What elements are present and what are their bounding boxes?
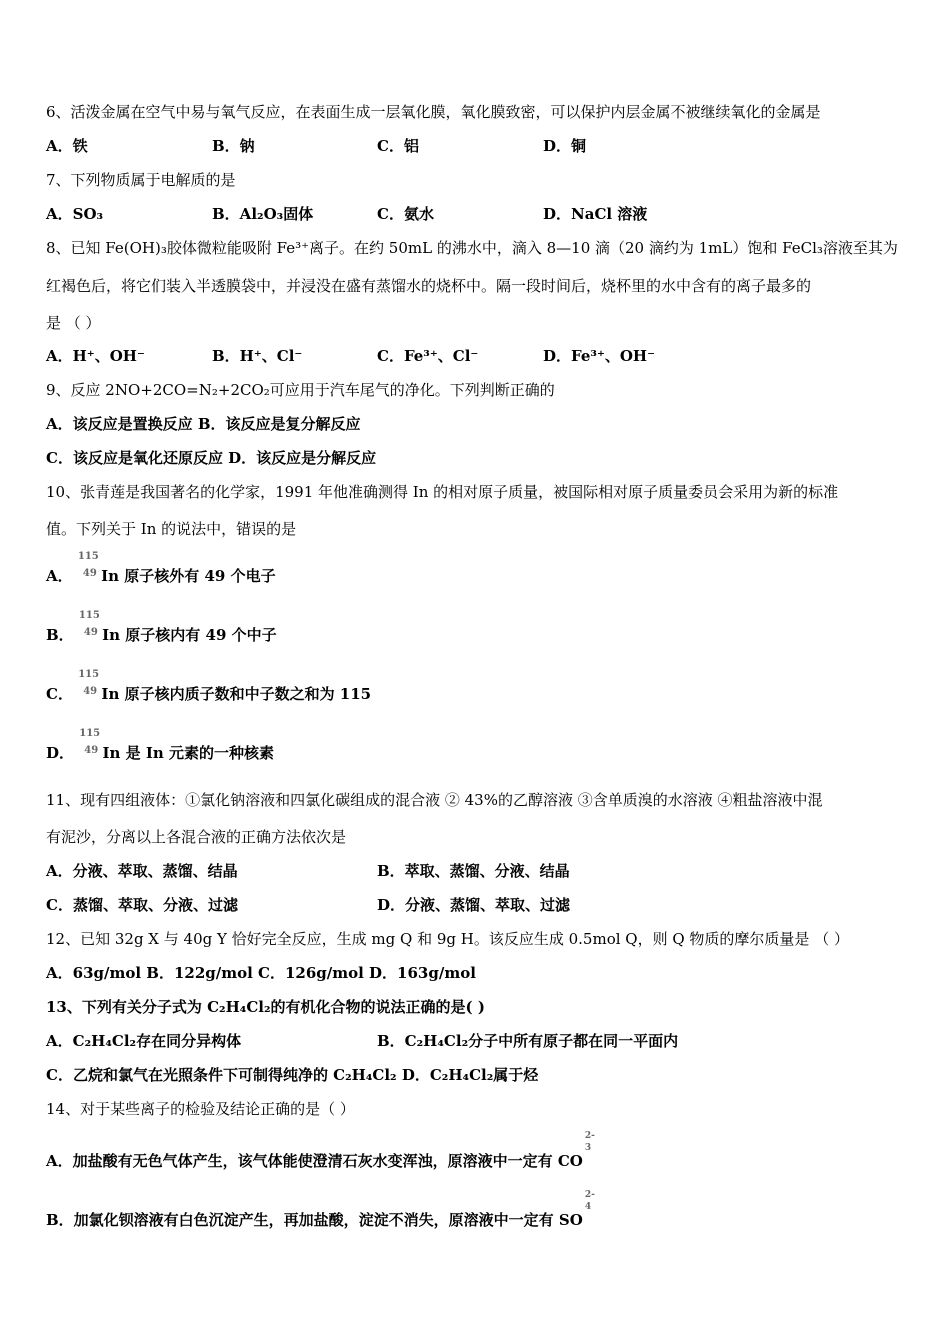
q14-option-a: A．加盐酸有无色气体产生，该气体能使澄清石灰水变浑浊，原溶液中一定有 CO 2- 3 [46,1131,595,1170]
nuclide-symbol: 115 49 [78,669,100,697]
q7-option-b: B．Al₂O₃固体 [212,205,314,223]
q13-option-b: B．C₂H₄Cl₂分子中所有原子都在同一平面内 [377,1032,679,1050]
q6-option-d: D．铜 [543,137,587,155]
q13-stem: 13、下列有关分子式为 C₂H₄Cl₂的有机化合物的说法正确的是( ) [46,998,485,1016]
q7-stem: 7、下列物质属于电解质的是 [46,171,236,189]
q11-option-d: D．分液、蒸馏、萃取、过滤 [377,896,571,914]
q8-option-d: D．Fe³⁺、OH⁻ [543,347,656,365]
q10-stem-line2: 值。下列关于 In 的说法中，错误的是 [46,520,297,538]
q10-option-c: C． 115 49 In 原子核内质子数和中子数之和为 115 [46,669,372,703]
q11-stem-line2: 有泥沙，分离以上各混合液的正确方法依次是 [46,828,347,846]
q6-option-a: A．铁 [46,137,88,155]
q10-stem-line1: 10、张青莲是我国著名的化学家，1991 年他准确测得 In 的相对原子质量，被国际相对原子质量委员会采用为新的标准 [46,483,839,501]
q14-stem: 14、对于某些离子的检验及结论正确的是（ ） [46,1100,355,1118]
q10-option-d: D． 115 49 In 是 In 元素的一种核素 [46,728,274,762]
q6-option-c: C．铝 [377,137,419,155]
q11-option-b: B．萃取、蒸馏、分液、结晶 [377,862,570,880]
q7-option-a: A．SO₃ [46,205,104,223]
q8-option-a: A．H⁺、OH⁻ [46,347,145,365]
q10-option-a: A． 115 49 In 原子核外有 49 个电子 [46,551,276,585]
nuclide-symbol: 115 49 [77,551,99,579]
q10-option-b: B． 115 49 In 原子核内有 49 个中子 [46,610,277,644]
q8-stem-line1: 8、已知 Fe(OH)₃胶体微粒能吸附 Fe³⁺离子。在约 50mL 的沸水中，滴入 8—10 滴（20 滴约为 1mL）饱和 FeCl₃溶液至其为 [46,239,898,257]
ion-charge: 2- 3 [584,1131,595,1153]
q9-options-cd: C．该反应是氧化还原反应 D．该反应是分解反应 [46,449,377,467]
q8-stem-line3: 是 （ ） [46,314,101,332]
q11-option-a: A．分液、萃取、蒸馏、结晶 [46,862,238,880]
q9-stem: 9、反应 2NO+2CO=N₂+2CO₂可应用于汽车尾气的净化。下列判断正确的 [46,381,555,399]
q12-options: A．63g/mol B．122g/mol C．126g/mol D．163g/mol [46,964,476,982]
q6-stem: 6、活泼金属在空气中易与氧气反应，在表面生成一层氧化膜，氧化膜致密，可以保护内层金属不被继续氧化的金属是 [46,103,821,121]
q8-option-b: B．H⁺、Cl⁻ [212,347,303,365]
q6-option-b: B．钠 [212,137,255,155]
q7-option-d: D．NaCl 溶液 [543,205,648,223]
q9-options-ab: A．该反应是置换反应 B．该反应是复分解反应 [46,415,361,433]
nuclide-symbol: 115 49 [78,610,100,638]
q11-option-c: C．蒸馏、萃取、分液、过滤 [46,896,238,914]
q13-options-cd: C．乙烷和氯气在光照条件下可制得纯净的 C₂H₄Cl₂ D．C₂H₄Cl₂属于烃 [46,1066,539,1084]
q14-option-b: B．加氯化钡溶液有白色沉淀产生，再加盐酸，淀淀不消失，原溶液中一定有 SO 2- 4 [46,1190,595,1229]
q8-stem-line2: 红褐色后，将它们装入半透膜袋中，并浸没在盛有蒸馏水的烧杯中。隔一段时间后，烧杯里的水中含有的离子最多的 [46,277,812,295]
q13-option-a: A．C₂H₄Cl₂存在同分异构体 [46,1032,242,1050]
nuclide-symbol: 115 49 [79,728,101,756]
q7-option-c: C．氨水 [377,205,434,223]
q11-stem-line1: 11、现有四组液体：①氯化钠溶液和四氯化碳组成的混合液 ② 43%的乙醇溶液 ③含单质溴的水溶液 ④粗盐溶液中混 [46,791,823,809]
q12-stem: 12、已知 32g X 与 40g Y 恰好完全反应，生成 mg Q 和 9g H。该反应生成 0.5mol Q，则 Q 物质的摩尔质量是 （ ） [46,930,849,948]
ion-charge: 2- 4 [584,1190,595,1212]
q8-option-c: C．Fe³⁺、Cl⁻ [377,347,479,365]
